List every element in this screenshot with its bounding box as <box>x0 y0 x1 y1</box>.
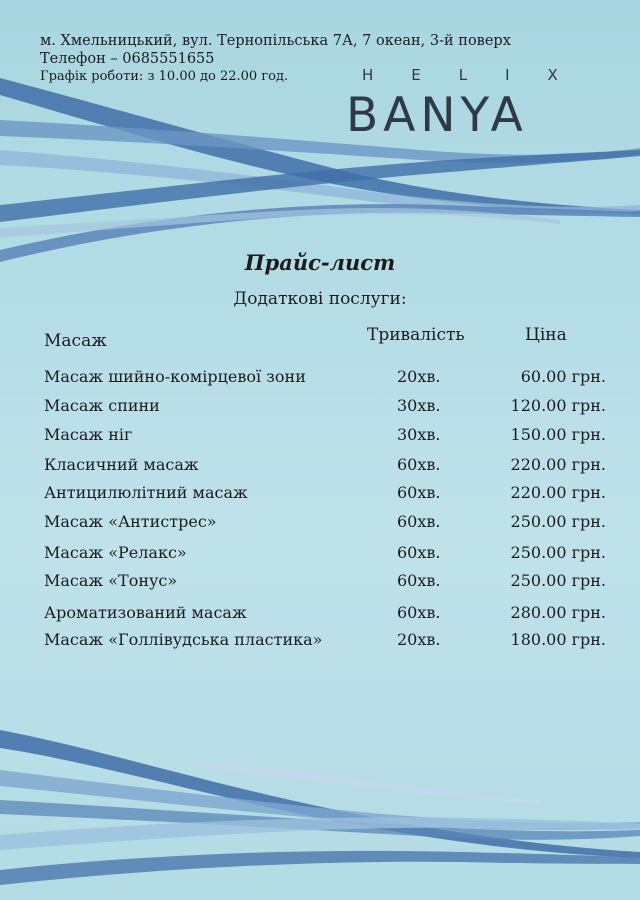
column-header-price: Ціна <box>525 325 567 345</box>
price-row <box>0 571 640 593</box>
phone-line: Телефон – 0685551655 <box>40 51 215 67</box>
price-row <box>0 483 640 505</box>
service-price: 220.00 грн. <box>510 483 606 502</box>
service-name: Масаж шийно-комірцевої зони <box>44 367 306 386</box>
service-duration: 20хв. <box>397 367 441 386</box>
service-duration: 60хв. <box>397 512 441 531</box>
price-row <box>0 603 640 625</box>
service-name: Масаж «Тонус» <box>44 571 178 590</box>
service-price: 220.00 грн. <box>510 455 606 474</box>
price-row <box>0 543 640 565</box>
service-duration: 60хв. <box>397 543 441 562</box>
service-price: 250.00 грн. <box>510 543 606 562</box>
service-duration: 20хв. <box>397 630 441 649</box>
price-row <box>0 425 640 447</box>
service-name: Антицилюлітний масаж <box>44 483 248 502</box>
service-duration: 60хв. <box>397 603 441 622</box>
service-name: Масаж «Релакс» <box>44 543 187 562</box>
service-price: 280.00 грн. <box>510 603 606 622</box>
service-price: 120.00 грн. <box>510 396 606 415</box>
service-name: Ароматизований масаж <box>44 603 247 622</box>
service-name: Масаж ніг <box>44 425 133 444</box>
service-name: Масаж «Голлівудська пластика» <box>44 630 323 649</box>
service-duration: 60хв. <box>397 455 441 474</box>
price-row <box>0 367 640 389</box>
service-duration: 60хв. <box>397 483 441 502</box>
service-price: 250.00 грн. <box>510 512 606 531</box>
price-row <box>0 512 640 534</box>
price-row <box>0 396 640 418</box>
working-hours-line: Графік роботи: з 10.00 до 22.00 год. <box>40 69 289 84</box>
service-price: 180.00 грн. <box>510 630 606 649</box>
service-name: Масаж спини <box>44 396 160 415</box>
service-duration: 60хв. <box>397 571 441 590</box>
service-name: Класичний масаж <box>44 455 199 474</box>
price-row <box>0 630 640 652</box>
service-duration: 30хв. <box>397 396 441 415</box>
service-duration: 30хв. <box>397 425 441 444</box>
service-name: Масаж «Антистрес» <box>44 512 217 531</box>
service-price: 60.00 грн. <box>520 367 606 386</box>
price-row <box>0 455 640 477</box>
service-price: 150.00 грн. <box>510 425 606 444</box>
logo-banya: BANYA <box>346 88 528 143</box>
logo-helix: HELIX <box>362 66 596 84</box>
column-header-name: Масаж <box>44 331 107 351</box>
column-header-duration: Тривалість <box>367 325 465 345</box>
service-price: 250.00 грн. <box>510 571 606 590</box>
page-title: Прайс-лист <box>244 250 396 275</box>
page-subtitle: Додаткові послуги: <box>233 289 407 309</box>
address-line: м. Хмельницький, вул. Тернопільська 7А, 7 океан, 3-й поверх <box>40 33 511 49</box>
